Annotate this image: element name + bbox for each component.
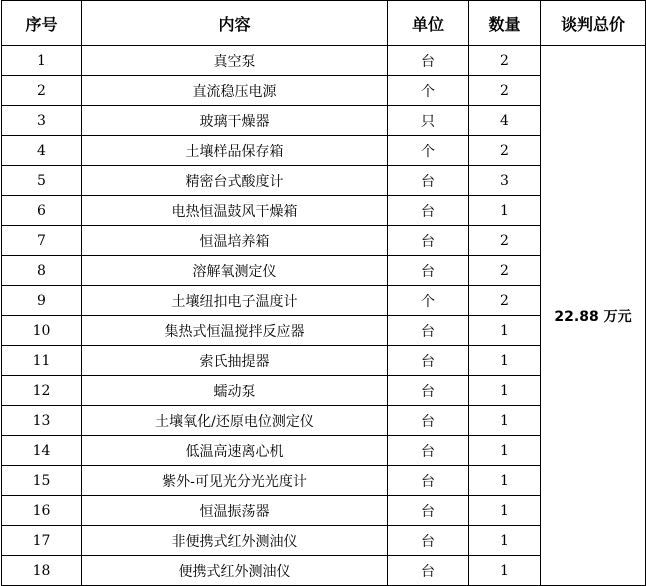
row-unit-cell: 台 — [388, 226, 469, 256]
row-unit-cell: 台 — [388, 256, 469, 286]
row-quantity-cell: 1 — [469, 466, 541, 496]
row-content-cell: 真空泵 — [82, 46, 388, 76]
row-index-cell: 16 — [2, 496, 82, 526]
header-index: 序号 — [2, 1, 82, 46]
row-content-cell: 恒温培养箱 — [82, 226, 388, 256]
row-quantity-cell: 2 — [469, 46, 541, 76]
row-content-cell: 蠕动泵 — [82, 376, 388, 406]
row-content-cell: 精密台式酸度计 — [82, 166, 388, 196]
row-index-cell: 12 — [2, 376, 82, 406]
row-index-cell: 7 — [2, 226, 82, 256]
row-quantity-cell: 1 — [469, 496, 541, 526]
row-unit-cell: 台 — [388, 166, 469, 196]
row-index-cell: 8 — [2, 256, 82, 286]
row-quantity-cell: 1 — [469, 406, 541, 436]
row-index-cell: 11 — [2, 346, 82, 376]
row-index-cell: 18 — [2, 556, 82, 586]
row-unit-cell: 个 — [388, 136, 469, 166]
row-unit-cell: 只 — [388, 106, 469, 136]
row-unit-cell: 台 — [388, 466, 469, 496]
row-unit-cell: 台 — [388, 526, 469, 556]
row-quantity-cell: 4 — [469, 106, 541, 136]
row-content-cell: 直流稳压电源 — [82, 76, 388, 106]
procurement-table — [1, 0, 646, 586]
row-content-cell: 集热式恒温搅拌反应器 — [82, 316, 388, 346]
row-quantity-cell: 3 — [469, 166, 541, 196]
table-row — [2, 46, 646, 76]
row-content-cell: 溶解氧测定仪 — [82, 256, 388, 286]
row-content-cell: 低温高速离心机 — [82, 436, 388, 466]
header-unit: 单位 — [388, 1, 469, 46]
row-content-cell: 紫外-可见光分光光度计 — [82, 466, 388, 496]
row-unit-cell: 台 — [388, 196, 469, 226]
row-index-cell: 10 — [2, 316, 82, 346]
row-quantity-cell: 1 — [469, 346, 541, 376]
row-unit-cell: 台 — [388, 436, 469, 466]
row-unit-cell: 个 — [388, 286, 469, 316]
table-body — [2, 46, 646, 586]
row-content-cell: 恒温振荡器 — [82, 496, 388, 526]
row-quantity-cell: 2 — [469, 256, 541, 286]
row-quantity-cell: 2 — [469, 226, 541, 256]
row-content-cell: 电热恒温鼓风干燥箱 — [82, 196, 388, 226]
header-total-price: 谈判总价 — [541, 1, 646, 46]
row-unit-cell: 台 — [388, 556, 469, 586]
row-index-cell: 5 — [2, 166, 82, 196]
row-content-cell: 土壤氧化/还原电位测定仪 — [82, 406, 388, 436]
row-quantity-cell: 2 — [469, 286, 541, 316]
row-unit-cell: 台 — [388, 46, 469, 76]
row-quantity-cell: 1 — [469, 556, 541, 586]
header-row — [2, 1, 646, 46]
row-index-cell: 17 — [2, 526, 82, 556]
row-quantity-cell: 1 — [469, 526, 541, 556]
row-quantity-cell: 2 — [469, 76, 541, 106]
row-index-cell: 2 — [2, 76, 82, 106]
row-unit-cell: 台 — [388, 346, 469, 376]
row-unit-cell: 台 — [388, 496, 469, 526]
row-content-cell: 非便携式红外测油仪 — [82, 526, 388, 556]
header-quantity: 数量 — [469, 1, 541, 46]
row-content-cell: 玻璃干燥器 — [82, 106, 388, 136]
total-price-cell: 22.88 万元 — [541, 46, 646, 586]
row-index-cell: 14 — [2, 436, 82, 466]
row-content-cell: 便携式红外测油仪 — [82, 556, 388, 586]
row-unit-cell: 台 — [388, 316, 469, 346]
row-index-cell: 9 — [2, 286, 82, 316]
row-index-cell: 3 — [2, 106, 82, 136]
row-quantity-cell: 2 — [469, 136, 541, 166]
row-index-cell: 1 — [2, 46, 82, 76]
row-index-cell: 6 — [2, 196, 82, 226]
row-quantity-cell: 1 — [469, 376, 541, 406]
row-index-cell: 4 — [2, 136, 82, 166]
header-content: 内容 — [82, 1, 388, 46]
row-quantity-cell: 1 — [469, 436, 541, 466]
row-index-cell: 15 — [2, 466, 82, 496]
row-content-cell: 土壤纽扣电子温度计 — [82, 286, 388, 316]
row-quantity-cell: 1 — [469, 316, 541, 346]
row-unit-cell: 台 — [388, 376, 469, 406]
row-quantity-cell: 1 — [469, 196, 541, 226]
row-unit-cell: 个 — [388, 76, 469, 106]
row-content-cell: 索氏抽提器 — [82, 346, 388, 376]
row-content-cell: 土壤样品保存箱 — [82, 136, 388, 166]
row-unit-cell: 台 — [388, 406, 469, 436]
row-index-cell: 13 — [2, 406, 82, 436]
